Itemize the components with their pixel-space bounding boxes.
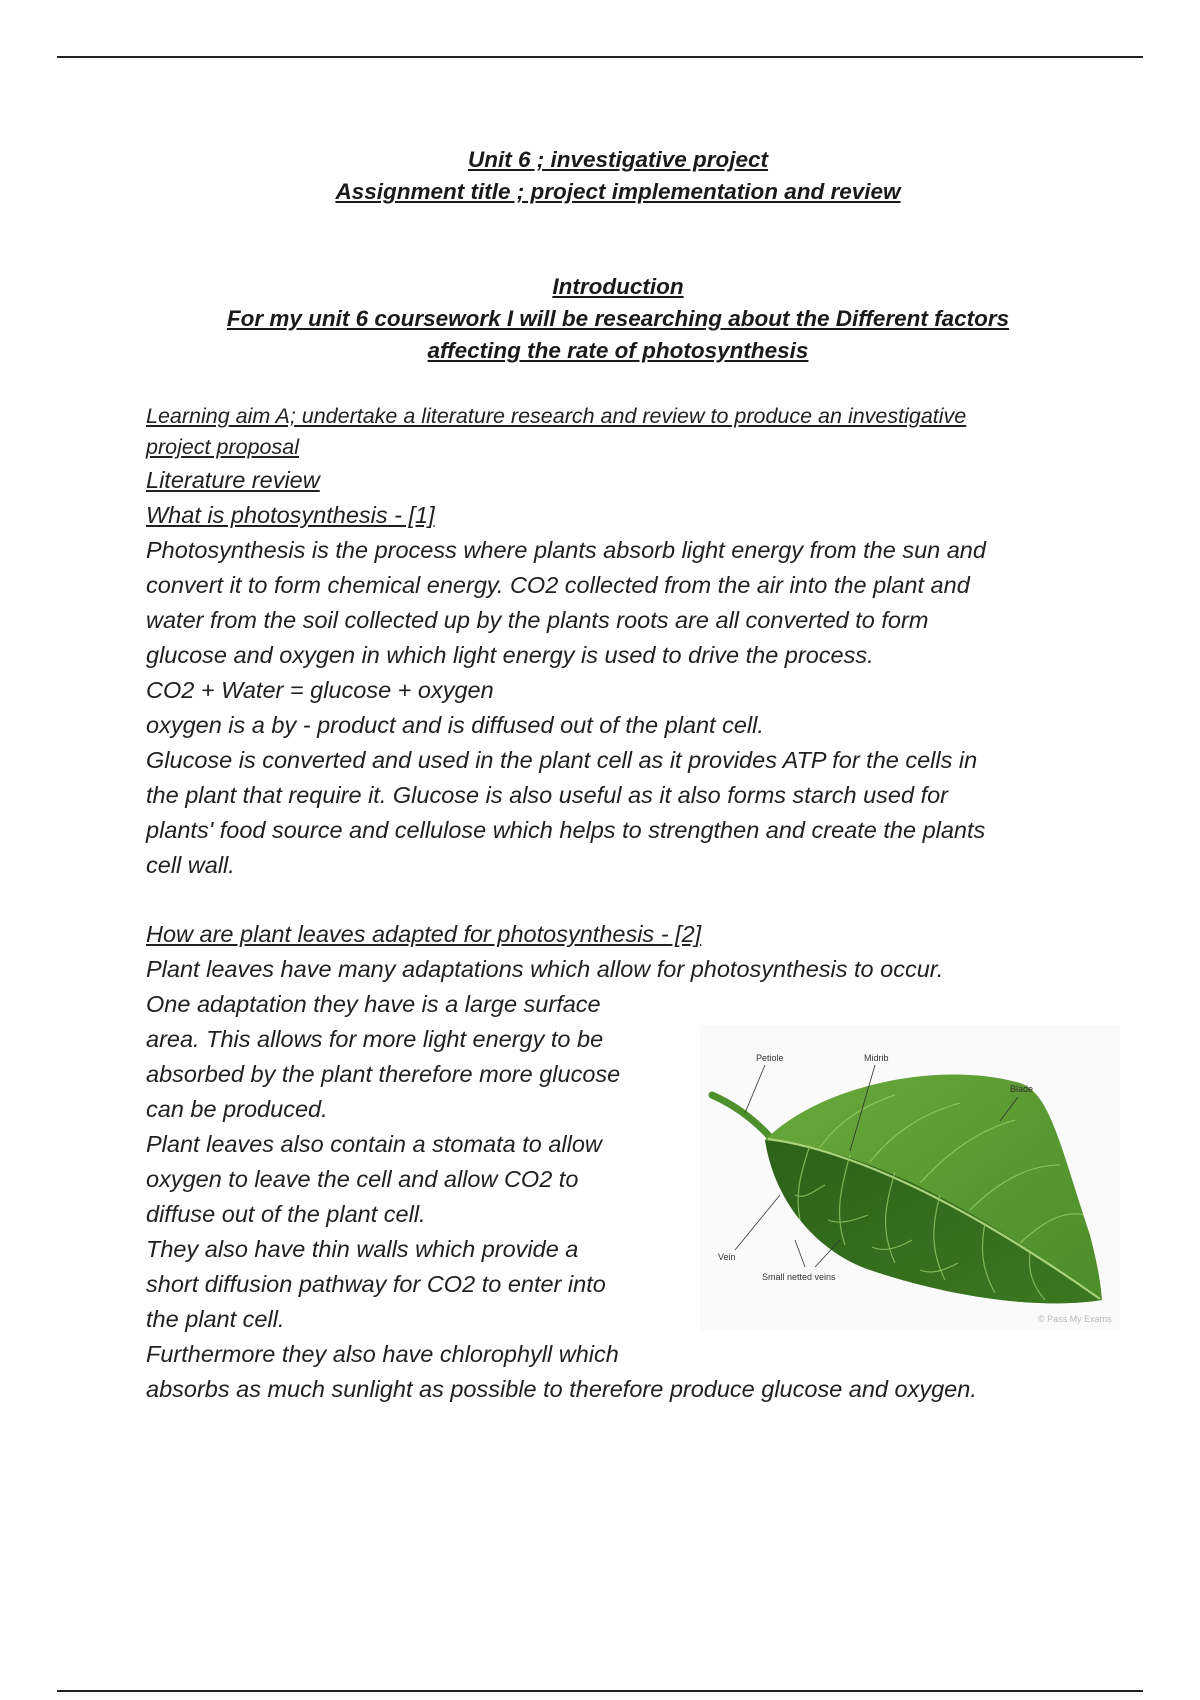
paragraph-line: cell wall. [146,852,235,878]
paragraph-line: Furthermore they also have chlorophyll which [146,1341,619,1367]
section-1 [146,463,986,883]
label-small-veins: Small netted veins [762,1272,836,1282]
top-rule [57,56,1143,58]
literature-review-heading: Literature review [146,467,320,493]
label-blade: Blade [1010,1084,1034,1094]
paragraph-line: diffuse out of the plant cell. [146,1201,426,1227]
unit-title: Unit 6 ; investigative project [467,147,769,172]
paragraph-line: Glucose is converted and used in the plant cell as it provides ATP for the cells in [146,747,978,773]
paragraph-line: area. This allows for more light energy to be [146,1026,604,1052]
paragraph-line: glucose and oxygen in which light energy is used to drive the process. [146,642,874,668]
bottom-rule [57,1690,1143,1692]
paragraph-line: the plant that require it. Glucose is also useful as it also forms starch used for [146,782,948,808]
paragraph-line: They also have thin walls which provide a [146,1236,579,1262]
assignment-title: Assignment title ; project implementation and review [335,179,901,204]
paragraph-line: can be produced. [146,1096,328,1122]
paragraph-line: absorbed by the plant therefore more glucose [146,1061,621,1087]
learning-aim [146,401,966,463]
paragraph-line: absorbs as much sunlight as possible to therefore produce glucose and oxygen. [146,1376,977,1402]
label-vein: Vein [718,1252,736,1262]
learning-aim-line-2: project proposal [146,435,299,459]
introduction-line-1: For my unit 6 coursework I will be researching about the Different factors [226,306,1010,331]
paragraph-line: One adaptation they have is a large surface [146,991,601,1017]
introduction-heading: Introduction [552,274,684,299]
leaf-diagram [700,1025,1120,1330]
paragraph-line: convert it to form chemical energy. CO2 collected from the air into the plant and [146,572,970,598]
paragraph-line: the plant cell. [146,1306,285,1332]
paragraph-line: Plant leaves also contain a stomata to allow [146,1131,602,1157]
section-1-heading: What is photosynthesis - [1] [146,502,435,528]
paragraph-line: water from the soil collected up by the plants roots are all converted to form [146,607,929,633]
label-petiole: Petiole [756,1053,784,1063]
leaf-diagram-svg [700,1025,1120,1330]
learning-aim-line-1: Learning aim A; undertake a literature research and review to produce an investigative [146,404,967,428]
paragraph-line: oxygen to leave the cell and allow CO2 to [146,1166,579,1192]
introduction-line-2: affecting the rate of photosynthesis [427,338,809,363]
label-midrib: Midrib [864,1053,889,1063]
paragraph-line: plants' food source and cellulose which helps to strengthen and create the plants [146,817,986,843]
paragraph-line: Photosynthesis is the process where plants absorb light energy from the sun and [146,537,986,563]
section-2-heading: How are plant leaves adapted for photosynthesis - [2] [146,921,702,947]
equation-line: CO2 + Water = glucose + oxygen [146,677,494,703]
paragraph-line: oxygen is a by - product and is diffused out of the plant cell. [146,712,764,738]
petiole-shape [712,1095,770,1137]
figure-credit: © Pass My Exams [1038,1314,1112,1324]
paragraph-line: short diffusion pathway for CO2 to enter into [146,1271,606,1297]
paragraph-line: Plant leaves have many adaptations which allow for photosynthesis to occur. [146,956,944,982]
